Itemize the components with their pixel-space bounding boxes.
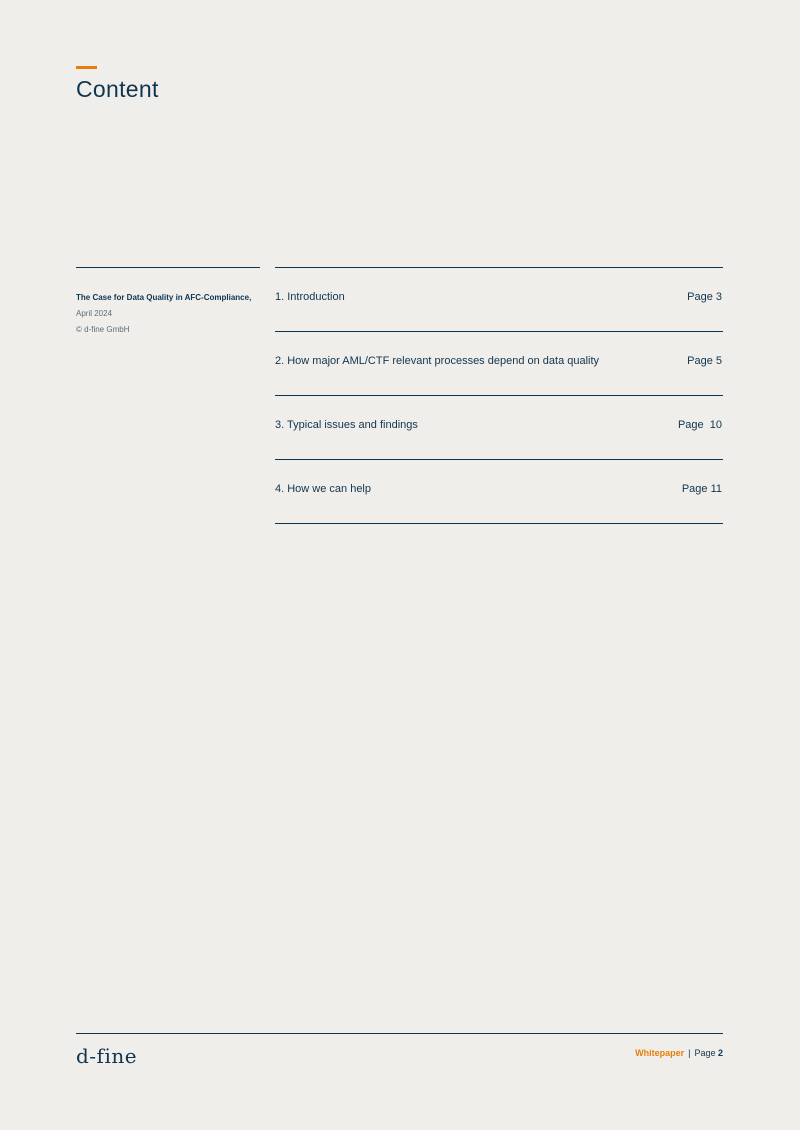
toc-entry-label[interactable]: 1. Introduction [275,291,345,303]
footer-page-label: Page [694,1048,716,1058]
toc-entry-introduction[interactable] [275,268,723,332]
toc-entry-page: Page 5 [687,355,722,367]
company-logo: d-fine [76,1044,138,1068]
meta-copyright: © d-fine GmbH [76,325,130,334]
footer-page-number: 2 [717,1048,723,1058]
toc-entry-page: Page 10 [677,419,722,431]
toc-entry-page: Page 11 [681,483,722,495]
toc-entry-label[interactable]: 3. Typical issues and findings [275,419,418,431]
footer-page-info [635,1048,723,1058]
footer-brand: Whitepaper [635,1048,685,1058]
meta-date: April 2024 [76,309,113,318]
toc-entry-processes[interactable] [275,332,723,396]
footer-divider [76,1033,723,1034]
page-title: Content [76,76,159,102]
title-accent-bar [76,66,97,69]
table-of-contents [275,267,723,524]
toc-entry-page: Page 3 [687,291,722,303]
meta-doc-title: The Case for Data Quality in AFC-Compliance, [76,293,252,302]
toc-entry-label[interactable]: 4. How we can help [275,483,371,495]
document-meta [76,292,260,335]
footer-separator: | [688,1048,691,1058]
toc-entry-issues[interactable] [275,396,723,460]
toc-entry-label[interactable]: 2. How major AML/CTF relevant processes depend on data quality [275,355,600,367]
left-divider [76,267,260,268]
toc-entry-help[interactable] [275,460,723,524]
